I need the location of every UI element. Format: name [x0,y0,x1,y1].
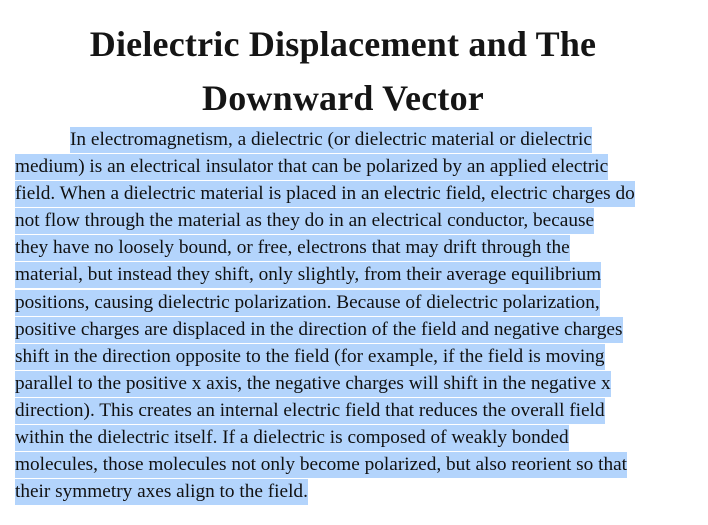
selected-text[interactable]: material, but instead they shift, only slightly, from their average equilibrium [15,262,601,288]
paragraph-line [15,424,695,451]
title-line-1: Dielectric Displacement and The [89,24,597,64]
paragraph-line [15,478,695,505]
paragraph-line [15,207,695,234]
selected-text[interactable]: positive charges are displaced in the direction of the field and negative charges [15,317,623,343]
selected-text[interactable]: they have no loosely bound, or free, electrons that may drift through the [15,235,570,261]
paragraph-line [15,153,695,180]
paragraph-line [15,289,695,316]
title-line-2: Downward Vector [202,78,484,118]
selected-text[interactable]: parallel to the positive x axis, the negative charges will shift in the negative x [15,371,611,397]
body-paragraph-selected[interactable] [15,126,695,505]
paragraph-line [15,234,695,261]
paragraph-line [15,261,695,288]
selected-text[interactable]: direction). This creates an internal electric field that reduces the overall field [15,398,605,424]
paragraph-line [15,451,695,478]
selected-text[interactable]: within the dielectric itself. If a dielectric is composed of weakly bonded [15,425,569,451]
selected-text[interactable]: shift in the direction opposite to the field (for example, if the field is moving [15,344,605,370]
selected-text[interactable]: medium) is an electrical insulator that can be polarized by an applied electric [15,154,608,180]
selected-text[interactable]: positions, causing dielectric polarization. Because of dielectric polarization, [15,290,600,316]
selected-text[interactable]: field. When a dielectric material is placed in an electric field, electric charges do [15,181,635,207]
document-title [0,17,686,125]
paragraph-line [15,126,695,153]
paragraph-line [15,370,695,397]
paragraph-line [15,316,695,343]
selected-text[interactable]: In electromagnetism, a dielectric (or dielectric material or dielectric [70,127,592,153]
paragraph-line [15,343,695,370]
selected-text[interactable]: molecules, those molecules not only become polarized, but also reorient so that [15,452,627,478]
selected-text[interactable]: their symmetry axes align to the field. [15,479,308,505]
selected-text[interactable]: not flow through the material as they do in an electrical conductor, because [15,208,594,234]
paragraph-line [15,397,695,424]
paragraph-line [15,180,695,207]
